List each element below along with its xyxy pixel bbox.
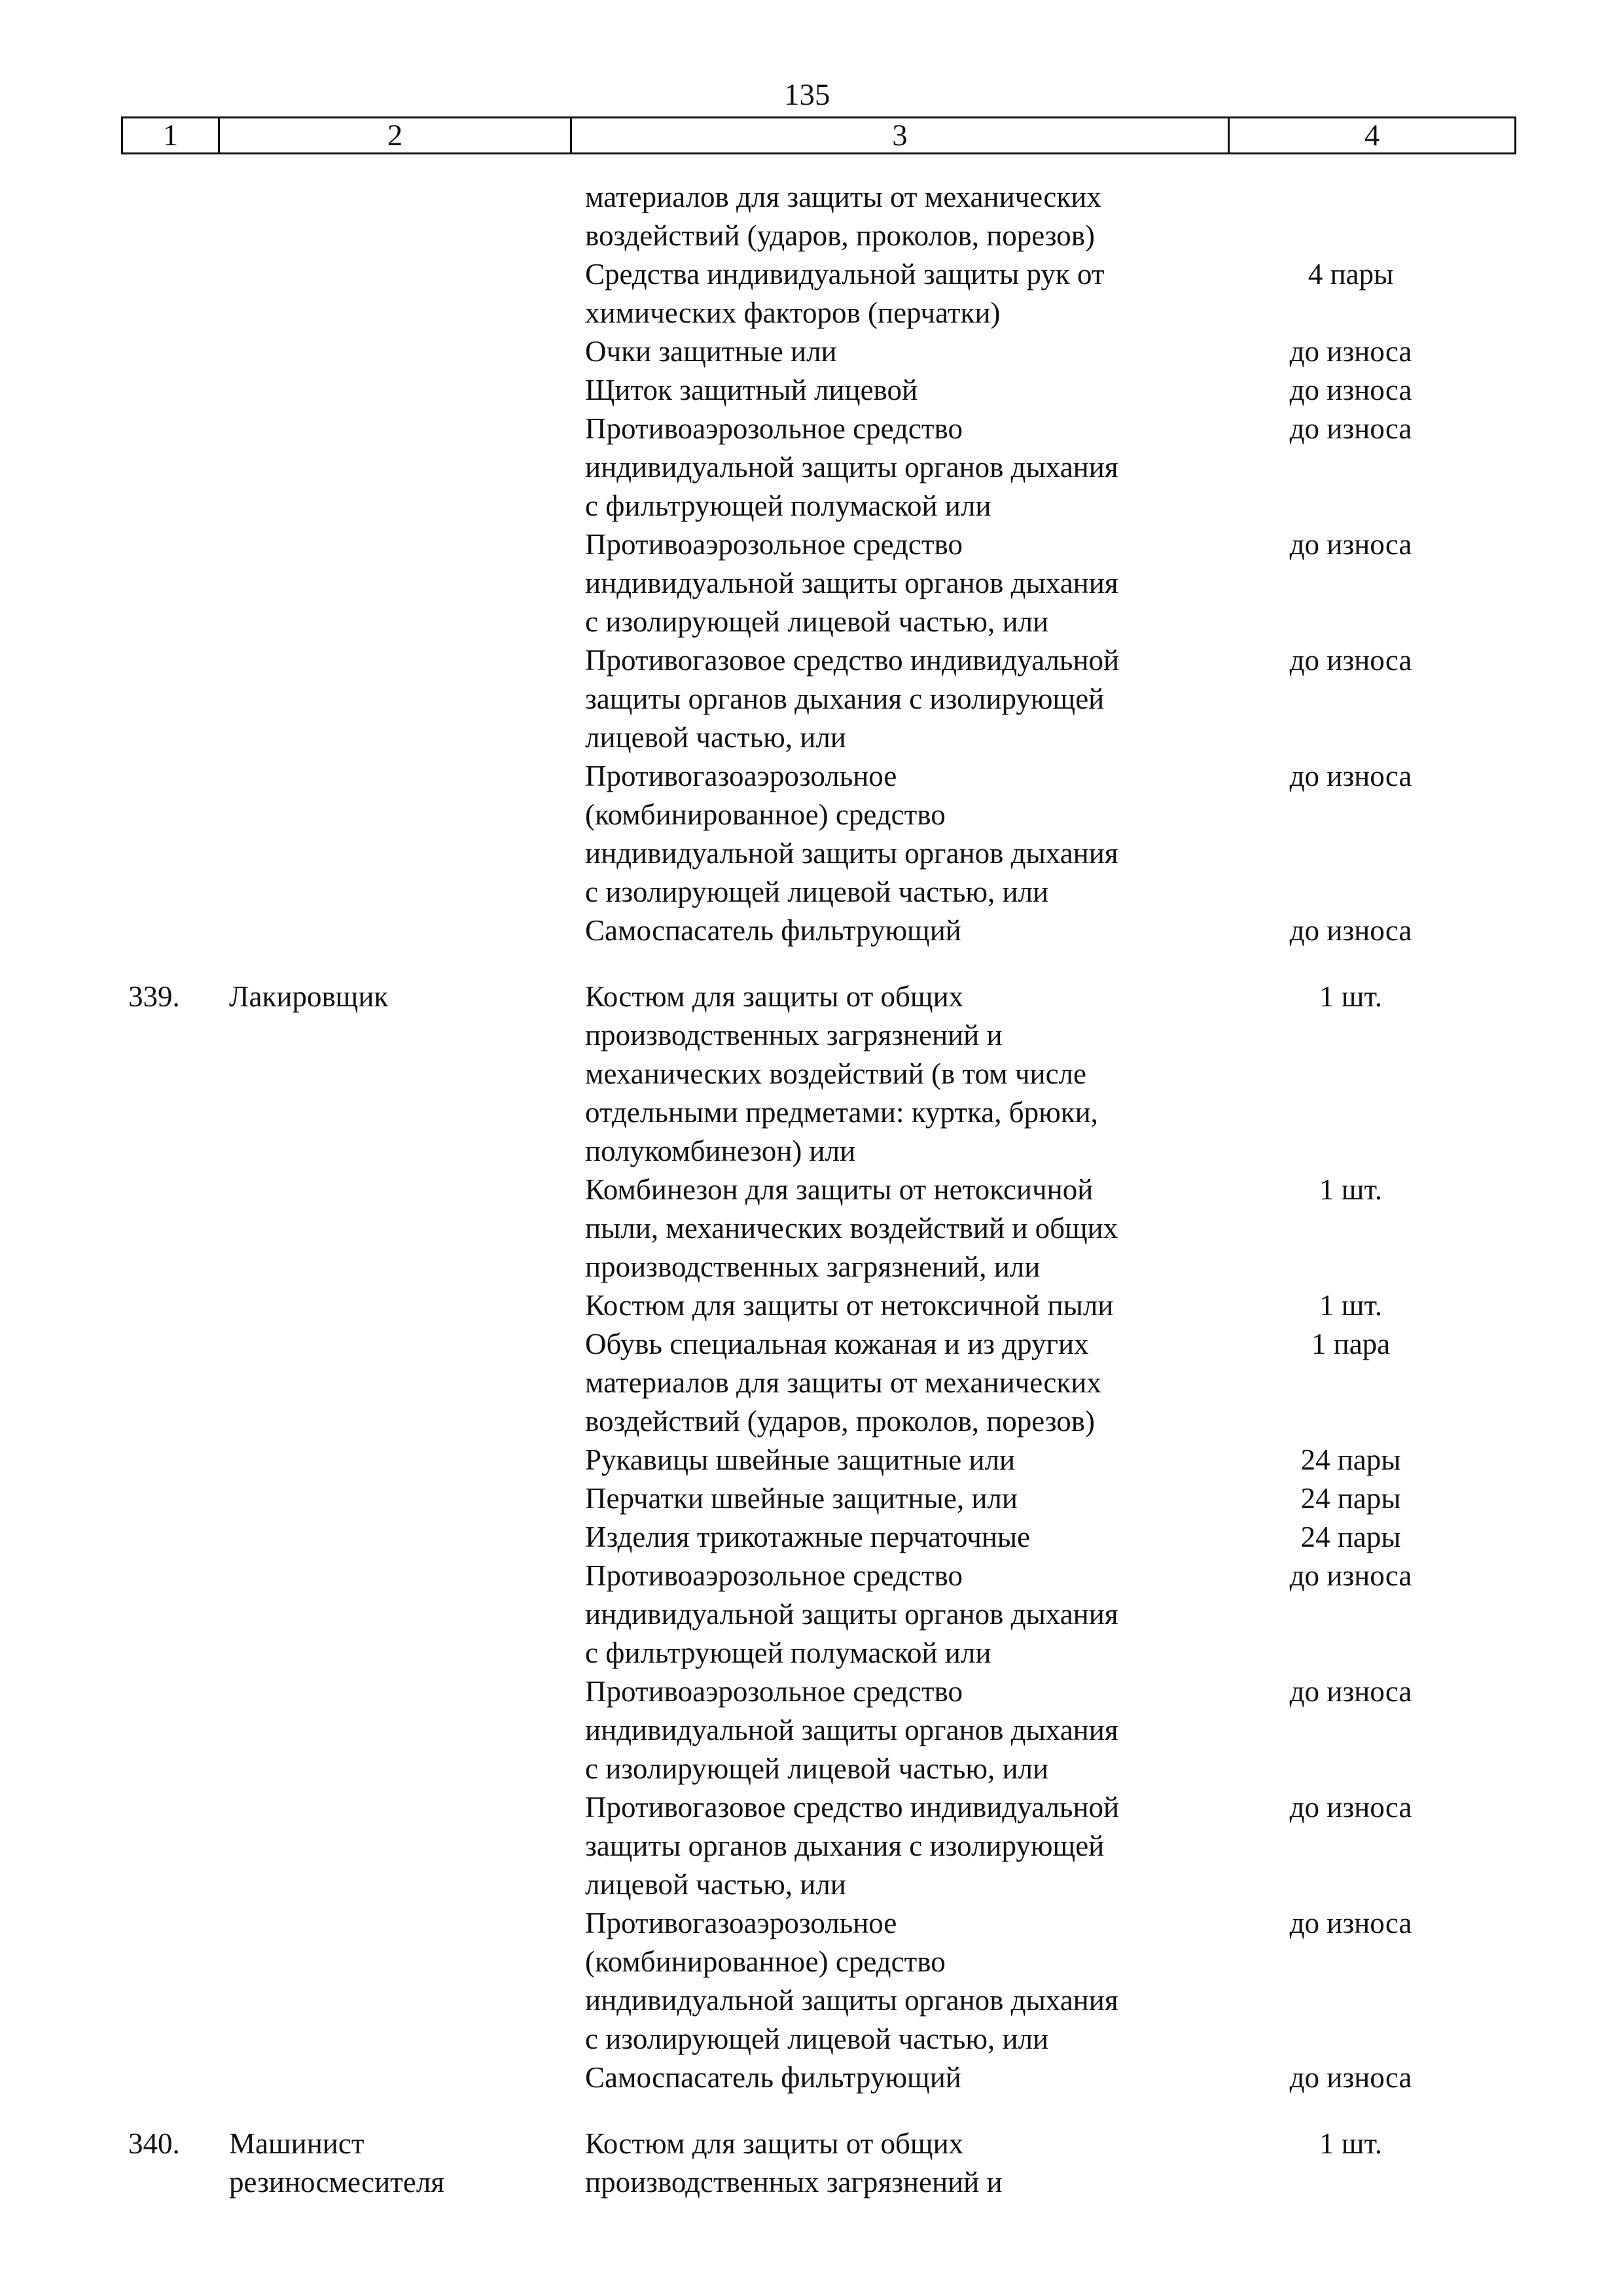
description-line: Очки защитные или <box>585 335 837 368</box>
profession-line: Лакировщик <box>229 980 389 1013</box>
ppe-item-description <box>585 371 1226 410</box>
description-line: индивидуальной защиты органов дыхания <box>585 1714 1118 1746</box>
description-line: Противогазовое средство индивидуальной <box>585 1791 1120 1824</box>
ppe-item-description <box>585 1441 1226 1479</box>
ppe-item-amount: 1 шт. <box>1319 980 1382 1013</box>
description-line: (комбинированное) средство <box>585 798 946 831</box>
description-line: с изолирующей лицевой частью, или <box>585 1752 1049 1785</box>
profession-line: резиносмесителя <box>229 2166 444 2199</box>
ppe-item-row <box>0 1479 1623 1518</box>
description-line: Противоаэрозольное средство <box>585 528 963 561</box>
description-line: Противоаэрозольное средство <box>585 412 963 445</box>
ppe-item-amount: 1 шт. <box>1319 1173 1382 1206</box>
profession-name <box>229 2125 504 2202</box>
description-line: лицевой частью, или <box>585 721 846 754</box>
ppe-item-amount: 24 пары <box>1300 1443 1401 1476</box>
ppe-item-row <box>0 525 1623 641</box>
ppe-item-amount: 1 пара <box>1311 1328 1391 1360</box>
description-line: лицевой частью, или <box>585 1868 846 1901</box>
description-line: индивидуальной защиты органов дыхания <box>585 837 1118 870</box>
ppe-item-amount: 1 шт. <box>1319 2127 1382 2160</box>
description-line: Костюм для защиты от общих <box>585 980 964 1013</box>
header-col-2: 2 <box>220 118 572 152</box>
ppe-item-row <box>0 2058 1623 2097</box>
ppe-item-amount: до износа <box>1289 644 1412 677</box>
ppe-item-row <box>0 255 1623 332</box>
description-line: Костюм для защиты от нетоксичной пыли <box>585 1289 1114 1322</box>
ppe-item-amount: 1 шт. <box>1319 1289 1382 1322</box>
ppe-item-row <box>0 178 1623 255</box>
profession-name <box>229 978 504 1016</box>
ppe-item-amount: до износа <box>1289 335 1412 368</box>
ppe-item-description <box>585 978 1226 1171</box>
ppe-item-row <box>0 1788 1623 1904</box>
description-line: индивидуальной защиты органов дыхания <box>585 451 1118 484</box>
ppe-item-amount: до износа <box>1289 1559 1412 1592</box>
description-line: защиты органов дыхания с изолирующей <box>585 682 1105 715</box>
description-line: с фильтрующей полумаской или <box>585 489 991 522</box>
ppe-item-amount: 4 пары <box>1308 258 1394 291</box>
ppe-item-description <box>585 911 1226 950</box>
ppe-item-amount: до износа <box>1289 374 1412 406</box>
ppe-item-row <box>0 911 1623 950</box>
description-line: воздействий (ударов, проколов, порезов) <box>585 1405 1096 1438</box>
description-line: защиты органов дыхания с изолирующей <box>585 1829 1105 1862</box>
description-line: производственных загрязнений, или <box>585 1250 1041 1283</box>
ppe-item-description <box>585 178 1226 255</box>
ppe-item-amount: до износа <box>1289 528 1412 561</box>
description-line: Рукавицы швейные защитные или <box>585 1443 1016 1476</box>
description-line: производственных загрязнений и <box>585 1019 1003 1051</box>
table-header <box>121 116 1516 154</box>
ppe-item-description <box>585 1479 1226 1518</box>
ppe-item-description <box>585 1518 1226 1557</box>
description-line: индивидуальной защиты органов дыхания <box>585 1598 1118 1631</box>
description-line: с изолирующей лицевой частью, или <box>585 605 1049 638</box>
table-body <box>0 178 1623 2202</box>
ppe-item-description <box>585 255 1226 332</box>
description-line: Самоспасатель фильтрующий <box>585 914 961 947</box>
description-line: материалов для защиты от механических <box>585 1366 1101 1399</box>
ppe-item-amount: до износа <box>1289 1675 1412 1708</box>
description-line: с фильтрующей полумаской или <box>585 1636 991 1669</box>
description-line: производственных загрязнений и <box>585 2166 1003 2199</box>
description-line: полукомбинезон) или <box>585 1135 856 1167</box>
entry-number: 339. <box>128 980 180 1013</box>
ppe-item-amount: до износа <box>1289 412 1412 445</box>
description-line: Щиток защитный лицевой <box>585 374 918 406</box>
ppe-item-row <box>0 757 1623 911</box>
ppe-item-description <box>585 757 1226 911</box>
ppe-item-amount: до износа <box>1289 760 1412 792</box>
description-line: механических воздействий (в том числе <box>585 1057 1086 1090</box>
ppe-item-description <box>585 1557 1226 1672</box>
header-col-1: 1 <box>123 118 220 152</box>
ppe-item-amount <box>1226 178 1475 255</box>
ppe-item-row <box>0 1171 1623 1286</box>
ppe-item-amount: до износа <box>1289 914 1412 947</box>
description-line: Противоаэрозольное средство <box>585 1675 963 1708</box>
ppe-item-row <box>0 332 1623 371</box>
continuation-block <box>0 178 1623 950</box>
description-line: с изолирующей лицевой частью, или <box>585 875 1049 908</box>
ppe-item-row <box>0 1904 1623 2058</box>
entry-339 <box>0 978 1623 2097</box>
ppe-item-row <box>0 641 1623 757</box>
description-line: отдельными предметами: куртка, брюки, <box>585 1096 1098 1129</box>
description-line: Перчатки швейные защитные, или <box>585 1482 1018 1515</box>
ppe-item-row <box>0 1325 1623 1441</box>
description-line: Противогазоаэрозольное <box>585 760 897 792</box>
description-line: Комбинезон для защиты от нетоксичной <box>585 1173 1094 1206</box>
ppe-item-description <box>585 1788 1226 1904</box>
ppe-item-row <box>0 1441 1623 1479</box>
ppe-item-description <box>585 525 1226 641</box>
entry-340 <box>0 2125 1623 2202</box>
ppe-item-row <box>0 1557 1623 1672</box>
ppe-item-description <box>585 1672 1226 1788</box>
description-line: Обувь специальная кожаная и из других <box>585 1328 1089 1360</box>
description-line: пыли, механических воздействий и общих <box>585 1212 1118 1245</box>
description-line: индивидуальной защиты органов дыхания <box>585 1984 1118 2017</box>
description-line: Костюм для защиты от общих <box>585 2127 964 2160</box>
ppe-item-row <box>0 1672 1623 1788</box>
description-line: Самоспасатель фильтрующий <box>585 2061 961 2094</box>
entry-number: 340. <box>128 2127 180 2160</box>
description-line: (комбинированное) средство <box>585 1945 946 1978</box>
description-line: Противоаэрозольное средство <box>585 1559 963 1592</box>
description-line: Противогазовое средство индивидуальной <box>585 644 1120 677</box>
description-line: Изделия трикотажные перчаточные <box>585 1521 1031 1553</box>
description-line: Средства индивидуальной защиты рук от <box>585 258 1105 291</box>
description-line: химических факторов (перчатки) <box>585 296 1001 329</box>
ppe-item-amount: 24 пары <box>1300 1521 1401 1553</box>
ppe-item-description <box>585 332 1226 371</box>
ppe-item-amount: 24 пары <box>1300 1482 1401 1515</box>
ppe-item-row <box>0 1518 1623 1557</box>
description-line: материалов для защиты от механических <box>585 181 1101 213</box>
ppe-item-amount: до износа <box>1289 1907 1412 1939</box>
ppe-item-description <box>585 1904 1226 2058</box>
description-line: с изолирующей лицевой частью, или <box>585 2022 1049 2055</box>
ppe-item-description <box>585 1286 1226 1325</box>
ppe-item-row <box>0 1286 1623 1325</box>
ppe-item-description <box>585 410 1226 525</box>
header-col-3: 3 <box>572 118 1230 152</box>
profession-line: Машинист <box>229 2127 365 2160</box>
ppe-item-description <box>585 1325 1226 1441</box>
ppe-item-description <box>585 1171 1226 1286</box>
description-line: воздействий (ударов, проколов, порезов) <box>585 219 1096 252</box>
ppe-item-row <box>0 371 1623 410</box>
description-line: индивидуальной защиты органов дыхания <box>585 567 1118 599</box>
header-col-4: 4 <box>1364 118 1380 152</box>
ppe-item-description <box>585 2125 1226 2202</box>
ppe-item-amount: до износа <box>1289 1791 1412 1824</box>
ppe-item-description <box>585 2058 1226 2097</box>
ppe-item-amount: до износа <box>1289 2061 1412 2094</box>
ppe-item-row <box>0 410 1623 525</box>
description-line: Противогазоаэрозольное <box>585 1907 897 1939</box>
ppe-item-description <box>585 641 1226 757</box>
